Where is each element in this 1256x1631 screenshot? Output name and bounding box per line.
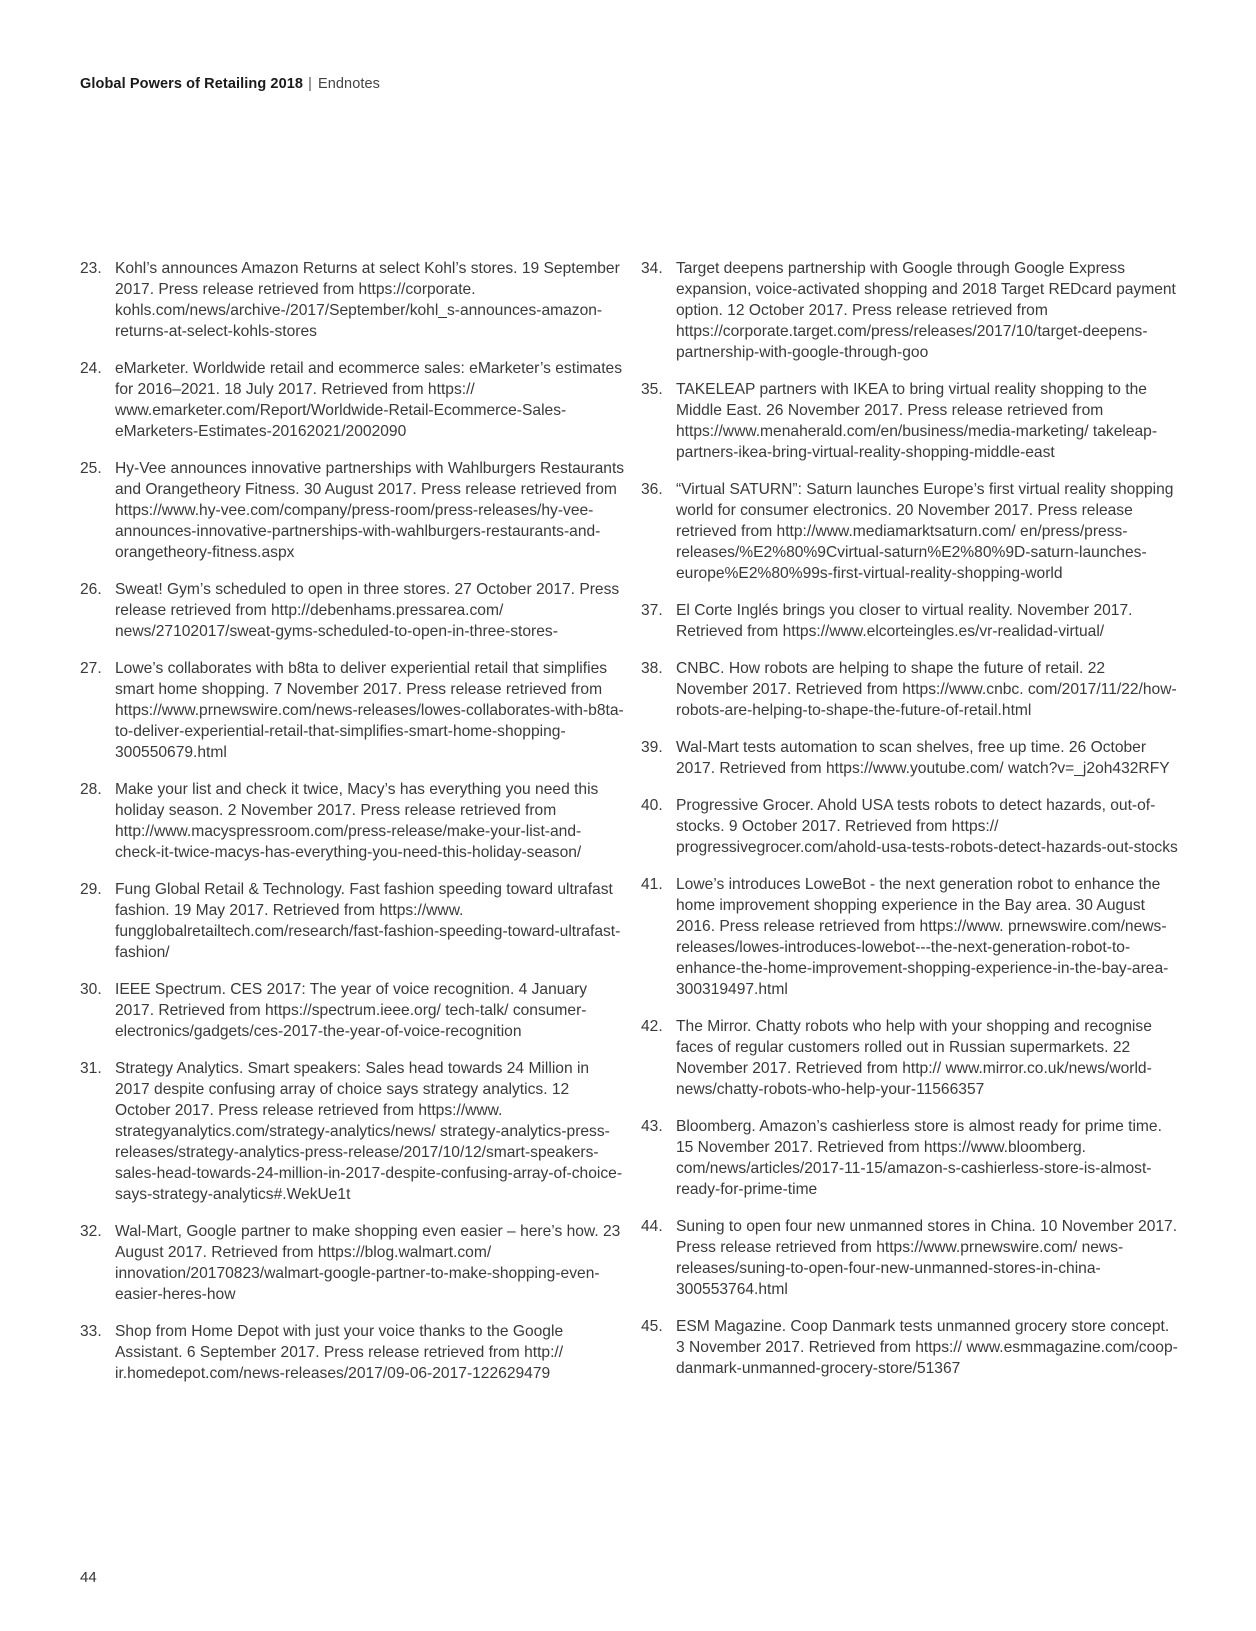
- endnote-text: CNBC. How robots are helping to shape the future of retail. 22 November 2017. Retrieved from https://www.cnbc. com/2017/11/22/how-robots-are-helping-to-shape-the-future-of-retail.html: [676, 660, 1177, 719]
- endnote-number: 34.: [641, 260, 663, 277]
- endnote-44: [641, 1217, 1181, 1301]
- endnote-text: Wal-Mart, Google partner to make shopping even easier – here’s how. 23 August 2017. Retrieved from https://blog.walmart.com/ innovation/20170823/walmart-google-partner-to-make-shopping-even-easier-heres-how: [115, 1222, 621, 1303]
- endnote-number: 29.: [80, 881, 102, 898]
- section-name: Endnotes: [317, 76, 381, 92]
- endnote-number: 35.: [641, 380, 663, 398]
- endnote-34: [641, 259, 1181, 364]
- endnote-23: [80, 259, 625, 343]
- endnote-text: The Mirror. Chatty robots who help with your shopping and recognise faces of regular customers rolled out in Russian supermarkets. 22 November 2017. Retrieved from http:// www.mirror.co.uk/news/world-news/chatty-robots-who-help-your-11566357: [676, 1018, 1152, 1099]
- endnote-number: 41.: [641, 876, 663, 894]
- endnote-32: [80, 1222, 625, 1306]
- endnote-37: [641, 601, 1181, 643]
- endnote-text: Wal-Mart tests automation to scan shelves, free up time. 26 October 2017. Retrieved from https://www.youtube.com/ watch?v=_j2oh432RFY: [676, 739, 1170, 778]
- endnote-text: Hy-Vee announces innovative partnerships with Wahlburgers Restaurants and Orangetheory Fitness. 30 August 2017. Press release retrieved from https://www.hy-vee.com/company/press-room/press-releases/hy-vee-announces-innovative-partnerships-with-wahlburgers-restaurants-and-orangetheory-fitness.aspx: [115, 460, 625, 561]
- endnote-33: [80, 1322, 625, 1385]
- endnote-number: 40.: [641, 797, 663, 815]
- page-header: [80, 76, 380, 92]
- endnote-text: Strategy Analytics. Smart speakers: Sales head towards 24 Million in 2017 despite confusing array of choice says strategy analytics. 12 October 2017. Press release retrieved from https://www. strategyanalytics.com/strategy-analytics/news/ strategy-analytics-press-releases/strategy-analytics-press-release/2017/10/12/smart-speakers-sales-head-towards-24-million-in-2017-despite-confusing-array-of-choice-says-strategy-analytics#.WekUe1t: [115, 1060, 623, 1203]
- endnote-text: eMarketer. Worldwide retail and ecommerce sales: eMarketer’s estimates for 2016–2021. 18 July 2017. Retrieved from https:// www.emarketer.com/Report/Worldwide-Retail-Ecommerce-Sales-eMarketers-Estimates-20162021/2002090: [115, 360, 622, 440]
- endnote-39: [641, 738, 1181, 780]
- endnote-number: 24.: [80, 360, 102, 378]
- endnote-42: [641, 1017, 1181, 1101]
- endnote-43: [641, 1117, 1181, 1201]
- endnote-number: 27.: [80, 660, 102, 678]
- endnote-38: [641, 659, 1181, 722]
- endnote-number: 31.: [80, 1060, 102, 1078]
- endnote-number: 42.: [641, 1018, 663, 1036]
- endnote-number: 23.: [80, 260, 102, 277]
- endnote-29: [80, 880, 625, 964]
- endnote-27: [80, 659, 625, 764]
- endnote-36: [641, 480, 1181, 585]
- endnote-45: [641, 1317, 1181, 1380]
- endnote-text: El Corte Inglés brings you closer to virtual reality. November 2017. Retrieved from https://www.elcorteingles.es/vr-realidad-virtual/: [676, 601, 1133, 640]
- endnote-40: [641, 796, 1181, 859]
- endnote-text: Progressive Grocer. Ahold USA tests robots to detect hazards, out-of-stocks. 9 October 2017. Retrieved from https:// progressivegrocer.com/ahold-usa-tests-robots-detect-hazards-out-stocks: [676, 797, 1178, 857]
- endnote-text: Suning to open four new unmanned stores in China. 10 November 2017. Press release retrieved from https://www.prnewswire.com/ news-releases/suning-to-open-four-new-unmanned-stores-in-china-300553764.html: [676, 1218, 1178, 1299]
- endnote-number: 25.: [80, 460, 102, 478]
- endnotes-left-column: [80, 259, 625, 1401]
- endnote-text: Lowe’s introduces LoweBot - the next generation robot to enhance the home improvement shopping experience in the Bay area. 30 August 2016. Press release retrieved from https://www. prnewswire.com/news-releases/lowes-introduces-lowebot---the-next-generation-robot-to-enhance-the-home-improvement-shopping-experience-in-the-bay-area-300319497.html: [676, 876, 1169, 999]
- endnote-number: 43.: [641, 1118, 663, 1136]
- endnote-26: [80, 580, 625, 643]
- endnote-30: [80, 980, 625, 1043]
- endnote-text: IEEE Spectrum. CES 2017: The year of voice recognition. 4 January 2017. Retrieved from https://spectrum.ieee.org/ tech-talk/ consumer-electronics/gadgets/ces-2017-the-year-of-voice-recognition: [115, 981, 588, 1040]
- endnote-number: 26.: [80, 580, 102, 598]
- endnotes-right-column: [641, 259, 1181, 1396]
- endnote-number: 28.: [80, 780, 102, 798]
- header-separator: |: [308, 76, 312, 92]
- endnote-text: Bloomberg. Amazon’s cashierless store is almost ready for prime time. 15 November 2017. Retrieved from https://www.bloomberg. com/news/articles/2017-11-15/amazon-s-cashierless-store-is-almost-ready-for-prime-time: [676, 1118, 1162, 1199]
- endnote-text: Kohl’s announces Amazon Returns at select Kohl’s stores. 19 September 2017. Press release retrieved from https://corporate. kohls.com/news/archive-/2017/September/kohl_s-announces-amazon-returns-at-select-kohls-stores: [115, 260, 620, 340]
- endnote-31: [80, 1059, 625, 1205]
- endnote-25: [80, 459, 625, 564]
- endnote-text: Sweat! Gym’s scheduled to open in three stores. 27 October 2017. Press release retrieved from http://debenhams.pressarea.com/ news/27102017/sweat-gyms-scheduled-to-open-in-three-stores-: [115, 580, 620, 640]
- endnote-28: [80, 780, 625, 864]
- endnote-text: Target deepens partnership with Google through Google Express expansion, voice-activated shopping and 2018 Target REDcard payment option. 12 October 2017. Press release retrieved from https://corporate.target.com/press/releases/2017/10/target-deepens-partnership-with-google-through-goo: [676, 260, 1176, 361]
- report-title: Global Powers of Retailing 2018: [80, 76, 304, 92]
- endnote-text: Make your list and check it twice, Macy’s has everything you need this holiday season. 2 November 2017. Press release retrieved from http://www.macyspressroom.com/press-release/make-your-list-and-check-it-twice-macys-has-everything-you-need-this-holiday-season/: [115, 780, 599, 861]
- endnote-text: Shop from Home Depot with just your voice thanks to the Google Assistant. 6 September 2017. Press release retrieved from http:// ir.homedepot.com/news-releases/2017/09-06-2017-122629479: [115, 1322, 564, 1382]
- endnote-number: 30.: [80, 981, 102, 999]
- endnote-number: 37.: [641, 601, 663, 619]
- endnote-number: 36.: [641, 480, 663, 498]
- endnote-number: 38.: [641, 660, 663, 678]
- endnote-text: ESM Magazine. Coop Danmark tests unmanned grocery store concept. 3 November 2017. Retrieved from https:// www.esmmagazine.com/coop-danmark-unmanned-grocery-store/51367: [676, 1318, 1178, 1378]
- endnote-text: Fung Global Retail & Technology. Fast fashion speeding toward ultrafast fashion. 19 May 2017. Retrieved from https://www. fungglobalretailtech.com/research/fast-fashion-speeding-toward-ultrafast-fashion/: [115, 881, 621, 961]
- endnote-number: 32.: [80, 1222, 102, 1240]
- endnote-24: [80, 359, 625, 443]
- endnote-number: 33.: [80, 1322, 102, 1340]
- endnote-number: 39.: [641, 739, 663, 757]
- endnote-41: [641, 875, 1181, 1000]
- endnote-35: [641, 380, 1181, 464]
- page-number: 44: [80, 1569, 97, 1586]
- endnote-number: 45.: [641, 1318, 663, 1336]
- endnote-text: Lowe’s collaborates with b8ta to deliver experiential retail that simplifies smart home shopping. 7 November 2017. Press release retrieved from https://www.prnewswire.com/news-releases/lowes-collaborates-with-b8ta-to-deliver-experiential-retail-that-simplifies-smart-home-shopping-300550679.html: [115, 660, 624, 761]
- endnote-text: “Virtual SATURN”: Saturn launches Europe’s first virtual reality shopping world for consumer electronics. 20 November 2017. Press release retrieved from http://www.mediamarktsaturn.com/ en/press/press-releases/%E2%80%9Cvirtual-saturn%E2%80%9D-saturn-launches-europe%E2%80%99s-first-virtual-reality-shopping-world: [676, 480, 1174, 582]
- endnote-text: TAKELEAP partners with IKEA to bring virtual reality shopping to the Middle East. 26 November 2017. Press release retrieved from https://www.menaherald.com/en/business/media-marketing/ takeleap-partners-ikea-bring-virtual-reality-shopping-middle-east: [676, 380, 1158, 461]
- endnote-number: 44.: [641, 1218, 663, 1236]
